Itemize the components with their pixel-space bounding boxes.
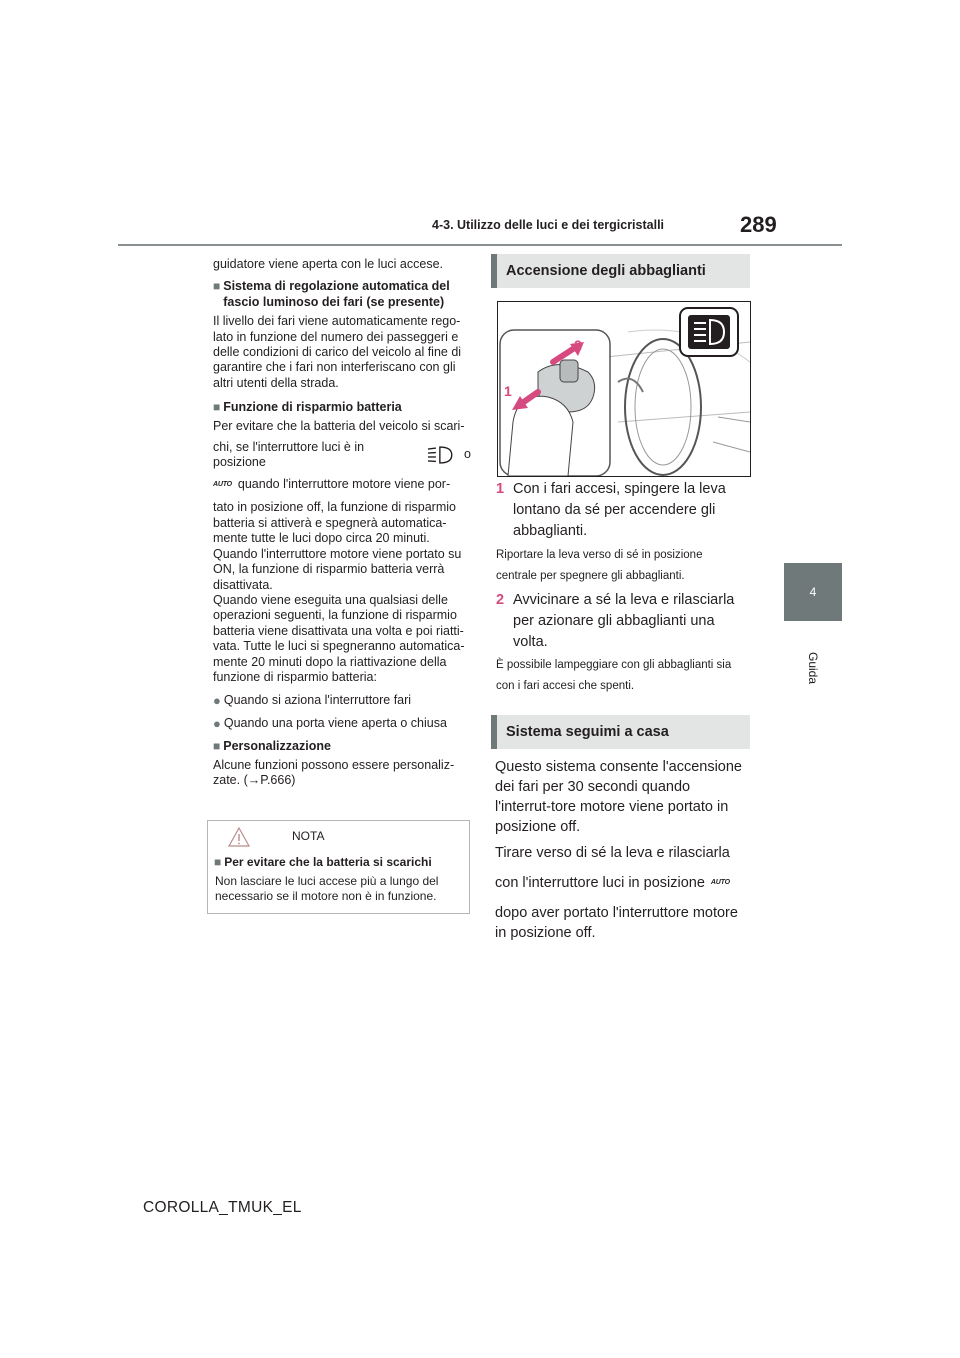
intro-text: guidatore viene aperta con le luci accese. [213, 257, 444, 271]
list-item: ● Quando una porta viene aperta o chiusa [213, 715, 447, 731]
note-title: ■ Per evitare che la batteria si scarichi [214, 855, 432, 869]
battery-saver-line2: chi, se l'interruttore luci è in posizione o [213, 439, 471, 470]
header-divider [118, 244, 842, 246]
high-beam-steps [496, 479, 746, 697]
follow-text-1: Questo sistema consente l'accensione dei fari per 30 secondi quando l'interrut-tore motore viene portato in posizione off. [495, 759, 742, 835]
leveling-text: Il livello dei fari viene automaticamente rego-lato in funzione del numero dei passeggeri e delle condizioni di carico del veicolo al fine di garantire che i fari non interferiscano con gli altri utenti della strada. [213, 314, 462, 390]
footer-model: COROLLA_TMUK_EL [143, 1199, 302, 1216]
battery-saver-text2: Quando l'interruttore motore viene portato su ON, la funzione di risparmio batteria verrà disattivata. [213, 546, 462, 592]
square-bullet-icon: ■ [214, 855, 222, 869]
note-label: NOTA [292, 829, 325, 843]
left-column [213, 257, 471, 788]
headlight-icon [426, 443, 456, 467]
step-2: 2 Avvicinare a sé la leva e rilasciarla per azionare gli abbaglianti una volta. [496, 592, 735, 650]
square-bullet-icon: ■ [213, 279, 221, 294]
custom-heading: ■ Personalizzazione [213, 739, 331, 754]
custom-text: Alcune funzioni possono essere personaliz-zate. (→P.666) [213, 757, 455, 787]
follow-me-home-heading: Sistema seguimi a casa [491, 715, 750, 749]
steering-lever-illustration [498, 302, 750, 476]
high-beam-figure [497, 301, 751, 477]
step-2-note: È possibile lampeggiare con gli abbaglianti sia con i fari accesi che spenti. [496, 659, 732, 692]
warning-icon [228, 827, 250, 847]
figure-label-2: 2 [574, 337, 582, 353]
page-number: 289 [740, 212, 777, 237]
auto-icon: AUTO [213, 481, 232, 489]
follow-text-2b-row: con l'interruttore luci in posizione AUTO [495, 875, 730, 891]
step-1: 1 Con i fari accesi, spingere la leva lontano da sé per accendere gli abbaglianti. [496, 481, 726, 539]
follow-me-home-body [495, 757, 747, 943]
circle-bullet-icon: ● [213, 693, 221, 709]
leveling-heading: ■ Sistema di regolazione automatica del fascio luminoso dei fari (se presente) [213, 279, 450, 309]
list-item: ● Quando si aziona l'interruttore fari [213, 693, 412, 709]
note-text: Non lasciare le luci accese più a lungo del necessario se il motore non è in funzione. [215, 874, 439, 903]
chapter-tab: 4 [784, 563, 842, 621]
square-bullet-icon: ■ [213, 739, 221, 754]
follow-text-2c: dopo aver portato l'interruttore motore in posizione off. [495, 905, 738, 941]
battery-saver-heading: ■ Funzione di risparmio batteria [213, 400, 402, 415]
auto-icon: AUTO [710, 879, 730, 886]
follow-text-2a: Tirare verso di sé la leva e rilasciarla [495, 845, 730, 861]
battery-saver-text: tato in posizione off, la funzione di risparmio batteria si attiverà e spegnerà automatica-mente tutte le luci dopo circa 20 minuti. [213, 500, 456, 546]
note-box [207, 820, 470, 914]
battery-saver-text3: Quando viene eseguita una qualsiasi delle operazioni seguenti, la funzione di risparmio batteria viene disattivata una volta e poi riatti-vata. Tutte le luci si spegneranno automatica-mente 20 minuti dopo la riattivazione della funzione di risparmio batteria: [213, 592, 465, 684]
chapter-label: Guida [806, 651, 820, 685]
square-bullet-icon: ■ [213, 400, 221, 415]
high-beam-heading: Accensione degli abbaglianti [491, 254, 750, 288]
battery-saver-line3: AUTO quando l'interruttore motore viene por- [213, 477, 451, 492]
step-1-note: Riportare la leva verso di sé in posizione centrale per spegnere gli abbaglianti. [496, 549, 703, 582]
section-title: 4-3. Utilizzo delle luci e dei tergicristalli [432, 218, 665, 232]
figure-label-1: 1 [504, 383, 512, 399]
battery-saver-line1: Per evitare che la batteria del veicolo si scari- [213, 418, 465, 433]
circle-bullet-icon: ● [213, 715, 221, 731]
